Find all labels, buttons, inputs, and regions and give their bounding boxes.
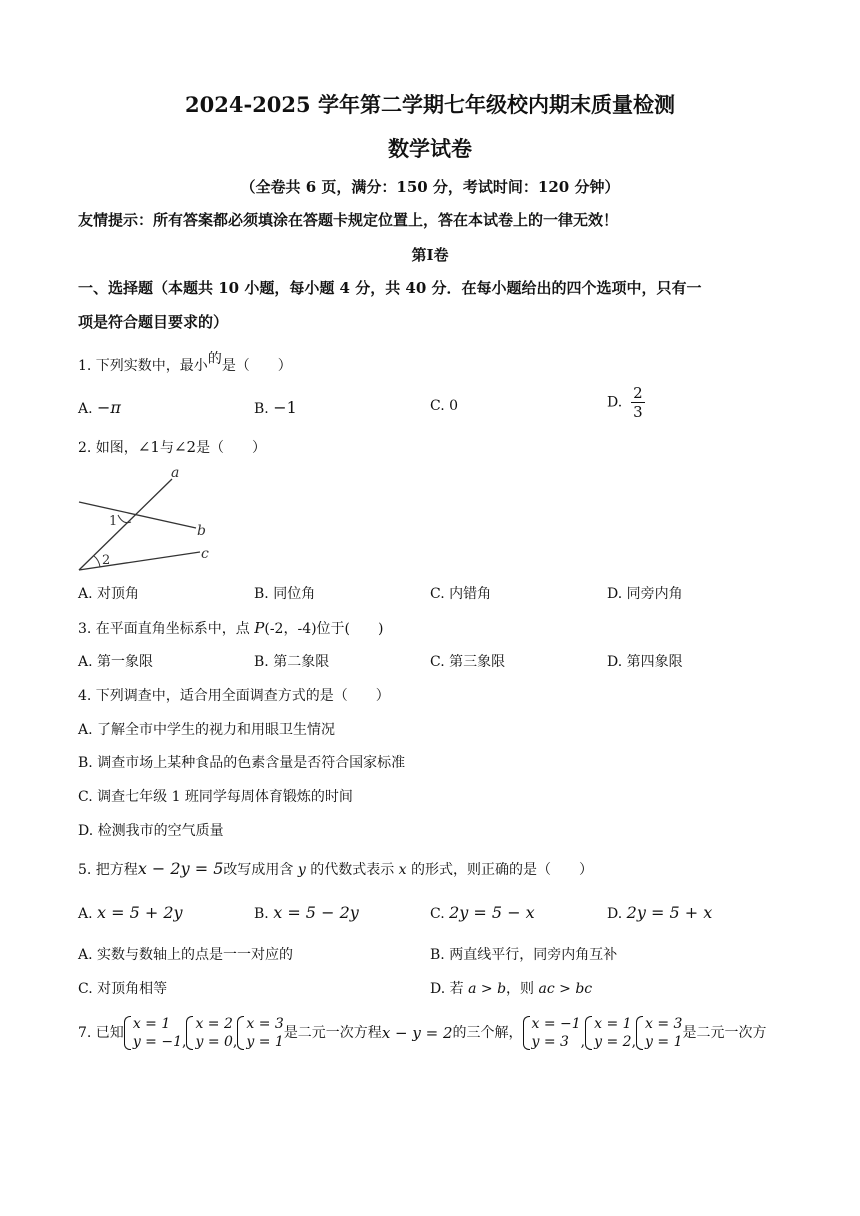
q7-system-5 [585,1015,631,1051]
q1-option-b [254,398,297,417]
section-heading-line2: 项是符合题目要求的） [78,313,229,331]
q5-b-label: B. [254,906,269,922]
q5-option-b [254,903,359,922]
q6-d-a: D. 若 [430,981,464,997]
q7-t1-y: y = 3 [531,1034,569,1050]
q7-t3-x: x = 3 [645,1016,683,1032]
q4-stem: 4. 下列调查中，适合用全面调查方式的是（ ） [78,688,390,704]
q1-a-label: A. [78,401,93,417]
q1-b-label: B. [254,401,269,417]
q5-a-value: x = 5 + 2y [97,903,183,922]
q4-option-c: C. 调查七年级 1 班同学每周体育锻炼的时间 [78,789,353,805]
q7-s2-y: y = 0 [195,1034,233,1050]
notice: 友情提示：所有答案都必须填涂在答题卡规定位置上，答在本试卷上的一律无效！ [78,211,619,229]
q7-stem-d: 是二元一次方 [682,1025,767,1041]
q7-t3-y: y = 1 [645,1034,683,1050]
q2-angle2: ∠2 [173,438,197,456]
q7-system-2 [186,1015,232,1051]
q1-option-a [78,398,121,417]
q1-d-fraction [631,384,645,421]
q7-comma-2: , [232,1034,238,1050]
q7-equation: x − y = 2 [381,1024,453,1042]
q2-option-b: B. 同位角 [254,586,316,602]
q2-stem-b: 是（ ） [196,440,267,456]
q4-option-b: B. 调查市场上某种食品的色素含量是否符合国家标准 [78,755,406,771]
volume-label: 第Ⅰ卷 [411,246,449,264]
q5-stem-d: 的形式，则正确的是（ ） [411,862,594,878]
q1-a-value: −π [97,398,121,417]
q2-angle1: ∠1 [137,438,160,456]
q1-option-c: C. 0 [430,398,459,414]
q3-option-b: B. 第二象限 [254,654,330,670]
label-1: 1 [109,514,118,529]
line-a [79,479,172,570]
q1-d-denominator: 3 [633,403,643,421]
q4-option-a: A. 了解全市中学生的视力和用眼卫生情况 [78,722,336,738]
q5-a-label: A. [78,906,93,922]
q6-option-b: B. 两直线平行，同旁内角互补 [430,947,618,963]
q7-s3-y: y = 1 [246,1034,284,1050]
q6-d-condition: a > b [468,981,507,997]
q7-system-1 [124,1015,182,1051]
q1-stem [78,351,292,375]
q2-option-c: C. 内错角 [430,586,492,602]
q7-t2-y: y = 2 [594,1034,632,1050]
q2-option-d: D. 同旁内角 [607,586,683,602]
q3-option-d: D. 第四象限 [607,654,683,670]
q5-option-d [607,903,712,922]
q1-stem-sup: 的 [207,351,222,367]
q5-stem-c: 的代数式表示 [310,862,395,878]
line-b [79,502,196,528]
q7-stem-c: 的三个解， [452,1025,523,1041]
q5-stem-a: 5. 把方程 [78,862,138,878]
q3-point: P [254,619,265,637]
q3-option-c: C. 第三象限 [430,654,506,670]
q6-option-c: C. 对顶角相等 [78,981,168,997]
q6-d-result: ac > bc [538,981,593,997]
q2-stem-a: 2. 如图， [78,440,138,456]
subject-title: 数学试卷 [388,136,472,161]
q7-stem-b: 是二元一次方程 [283,1025,382,1041]
q5-d-value: 2y = 5 + x [626,903,713,922]
q7-stem-a: 7. 已知 [78,1025,124,1041]
label-c: c [201,546,209,562]
q5-c-value: 2y = 5 − x [449,903,535,922]
q4-option-d: D. 检测我市的空气质量 [78,823,224,839]
q1-stem-a: 1. 下列实数中，最小 [78,358,208,374]
q3-stem [78,618,383,638]
q2-figure [74,464,234,574]
line-c [79,552,200,570]
section-heading-line1: 一、选择题（本题共 10 小题，每小题 4 分，共 40 分．在每小题给出的四个选项中，只有一 [78,279,702,297]
q5-stem [78,859,593,879]
q1-d-numerator: 2 [633,384,643,402]
q5-x: x [398,862,407,878]
label-b: b [197,523,206,539]
exam-title: 2024-2025 学年第二学期七年级校内期末质量检测 [185,92,675,117]
q7-comma-3: , [580,1034,586,1050]
q5-b-value: x = 5 − 2y [273,903,359,922]
q5-option-a [78,903,183,922]
q2-stem-mid: 与 [159,440,174,456]
q5-c-label: C. [430,906,445,922]
q7-system-4 [523,1015,581,1051]
q7-s1-y: y = −1 [132,1034,182,1050]
q7-t1-x: x = −1 [531,1016,581,1032]
label-2: 2 [102,553,111,568]
q7-s3-x: x = 3 [246,1016,284,1032]
q5-option-c [430,903,535,922]
q7-system-6 [636,1015,682,1051]
angle-2-arc [94,556,100,567]
q5-y: y [297,862,306,878]
q3-stem-a: 3. 在平面直角坐标系中，点 [78,621,250,637]
q7-stem [78,1015,766,1051]
q2-option-a: A. 对顶角 [78,586,140,602]
q7-comma-1: , [182,1034,187,1050]
q7-t2-x: x = 1 [594,1016,632,1032]
q6-option-d [430,978,592,998]
q7-s2-x: x = 2 [195,1016,233,1032]
q2-stem [78,437,266,457]
q5-stem-b: 改写成用含 [223,862,294,878]
exam-info: （全卷共 6 页，满分：150 分，考试时间：120 分钟） [240,178,620,196]
q1-stem-b: 是（ ） [221,358,292,374]
q1-option-d [607,384,645,421]
q7-system-3 [237,1015,283,1051]
q1-d-label: D. [607,394,623,411]
q6-option-a: A. 实数与数轴上的点是一一对应的 [78,947,294,963]
label-a: a [171,465,180,481]
q7-comma-4: , [631,1034,637,1050]
q5-equation: x − 2y = 5 [137,859,224,878]
q1-b-value: −1 [273,398,297,417]
q7-s1-x: x = 1 [132,1016,171,1032]
q3-stem-b: (-2，-4)位于( ) [264,621,384,637]
q3-option-a: A. 第一象限 [78,654,154,670]
q5-d-label: D. [607,906,623,922]
q6-d-b: ，则 [506,981,535,997]
